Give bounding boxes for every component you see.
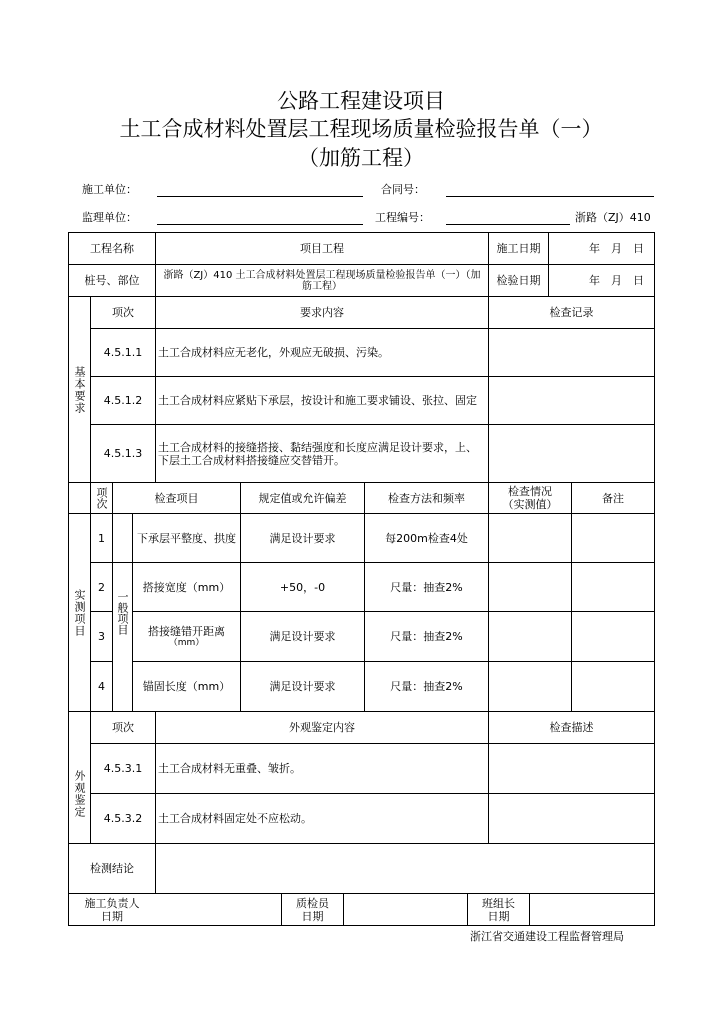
- measured-row-2-result[interactable]: [489, 563, 571, 611]
- measured-remark-header: 备注: [602, 491, 624, 505]
- contractor-label: 施工单位：: [82, 183, 137, 196]
- basic-record-header: 检查记录: [549, 306, 594, 319]
- team-leader-label: [468, 894, 529, 925]
- measured-row-2-no: 2: [98, 580, 105, 594]
- measured-result-header-line-1: 检查情况: [508, 485, 552, 498]
- project-name-value[interactable]: 项目工程: [300, 242, 344, 255]
- measured-row-4-item: 锚固长度（mm）: [142, 680, 231, 693]
- measured-row-4-spec: 满足设计要求: [269, 680, 336, 693]
- station-label: 桩号、部位: [84, 274, 140, 287]
- inspection-date-label: 检验日期: [496, 274, 541, 287]
- appearance-row-2-no: 4.5.3.2: [103, 812, 143, 825]
- inspection-date-value[interactable]: 年 月 日: [589, 274, 644, 287]
- construction-lead-date: 日期: [101, 909, 123, 923]
- title-line-1: 公路工程建设项目: [277, 89, 445, 113]
- appearance-row-1-no: 4.5.3.1: [103, 762, 143, 775]
- measured-row-3-item-unit: （mm）: [168, 637, 205, 648]
- basic-row-1-no: 4.5.1.1: [103, 346, 143, 359]
- construction-lead-title: 施工负责人: [84, 896, 140, 910]
- construction-lead-label: [69, 894, 155, 925]
- measured-row-3-item: [133, 612, 240, 661]
- measured-row-2-remark[interactable]: [572, 563, 654, 611]
- construction-date-value[interactable]: 年 月 日: [589, 242, 644, 255]
- team-leader-signature[interactable]: [530, 894, 654, 925]
- measured-row-2-method: 尺量：抽查2%: [390, 580, 463, 594]
- measured-row-1-remark[interactable]: [572, 514, 654, 562]
- general-items-label: 一般项目: [116, 590, 129, 635]
- appearance-item-header: 项次: [112, 721, 134, 734]
- measured-spec-header: 规定值或允许偏差: [258, 491, 347, 505]
- basic-section-label: 基本要求: [73, 365, 86, 414]
- measured-row-1-no: 1: [98, 531, 105, 545]
- measured-row-3-spec: 满足设计要求: [269, 630, 336, 643]
- measured-row-4-no: 4: [98, 680, 105, 693]
- measured-row-3-remark[interactable]: [572, 612, 654, 661]
- basic-row-2-text: 土工合成材料应紧贴下承层，按设计和施工要求铺设、张拉、固定: [158, 394, 477, 407]
- appearance-row-1-record[interactable]: [489, 744, 654, 793]
- inspector-signature[interactable]: [344, 894, 467, 925]
- measured-row-3-no: 3: [98, 630, 105, 643]
- appearance-record-header: 检查描述: [549, 721, 594, 734]
- basic-row-1-text: 土工合成材料应无老化，外观应无破损、污染。: [158, 346, 389, 359]
- team-leader-title: 班组长: [482, 896, 515, 910]
- measured-row-1-method: 每200m检查4处: [385, 531, 468, 545]
- measured-row-4-remark[interactable]: [572, 662, 654, 711]
- basic-row-2-no: 4.5.1.2: [103, 394, 143, 407]
- station-value[interactable]: 浙路（ZJ）410 土工合成材料处置层工程现场质量检验报告单（一）（加筋工程）: [163, 269, 481, 292]
- measured-row-3-method: 尺量：抽查2%: [390, 630, 463, 643]
- basic-row-3-text: 土工合成材料的接缝搭接、黏结强度和长度应满足设计要求，上、下层土工合成材料搭接缝应交替错开。: [158, 440, 477, 467]
- inspector-title: 质检员: [296, 896, 329, 910]
- measured-row-1-result[interactable]: [489, 514, 571, 562]
- appearance-row-2-record[interactable]: [489, 794, 654, 843]
- appearance-row-2-text: 土工合成材料固定处不应松动。: [158, 812, 312, 825]
- measured-item-header: 检查项目: [154, 491, 199, 505]
- form-code: 浙路（ZJ）410: [575, 211, 651, 224]
- appearance-content-header: 外观鉴定内容: [289, 721, 355, 734]
- measured-row-4-result[interactable]: [489, 662, 571, 711]
- measured-row-1-item: 下承层平整度、拱度: [137, 531, 236, 545]
- appearance-row-1-text: 土工合成材料无重叠、皱折。: [158, 762, 301, 775]
- measured-result-header: [489, 483, 571, 513]
- contract-no-label: 合同号：: [381, 183, 425, 196]
- conclusion-value[interactable]: [156, 844, 654, 893]
- construction-date-label: 施工日期: [496, 242, 541, 255]
- conclusion-label: 检测结论: [90, 862, 134, 875]
- appearance-section-label: 外观鉴定: [73, 769, 86, 818]
- measured-result-header-line-2: （实测值）: [502, 498, 558, 511]
- project-no-label: 工程编号：: [375, 211, 430, 224]
- basic-row-3-record[interactable]: [489, 425, 654, 482]
- measured-row-3-result[interactable]: [489, 612, 571, 661]
- construction-lead-signature[interactable]: [156, 894, 281, 925]
- basic-row-2-record[interactable]: [489, 377, 654, 424]
- basic-content-header: 要求内容: [300, 306, 344, 319]
- supervisor-label: 监理单位：: [82, 211, 137, 224]
- project-name-label: 工程名称: [90, 242, 134, 255]
- footer-authority: 浙江省交通建设工程监督管理局: [470, 930, 624, 943]
- measured-row-1-spec: 满足设计要求: [269, 531, 336, 545]
- basic-row-3-no: 4.5.1.3: [103, 447, 143, 460]
- basic-item-header: 项次: [112, 306, 134, 319]
- measured-row-4-method: 尺量：抽查2%: [390, 680, 463, 693]
- measured-section-label: 实测项目: [73, 588, 86, 637]
- measured-no-header: 项次: [95, 487, 108, 509]
- title-line-3: （加筋工程）: [298, 146, 424, 170]
- measured-method-header: 检查方法和频率: [388, 491, 465, 505]
- inspector-date: 日期: [301, 909, 324, 923]
- measured-row-2-item: 搭接宽度（mm）: [142, 580, 231, 594]
- inspector-label: [282, 894, 343, 925]
- basic-row-1-record[interactable]: [489, 329, 654, 376]
- title-line-2: 土工合成材料处置层工程现场质量检验报告单（一）: [119, 117, 603, 141]
- measured-row-3-item-name: 搭接缝错开距离: [148, 624, 225, 638]
- team-leader-date: 日期: [487, 909, 510, 923]
- measured-row-2-spec: +50，-0: [279, 580, 326, 594]
